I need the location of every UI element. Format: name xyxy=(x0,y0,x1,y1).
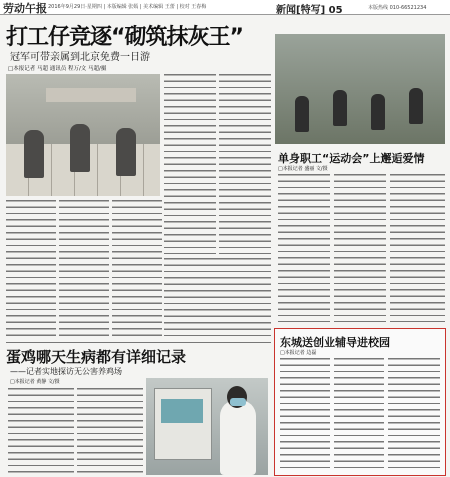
worker-figure xyxy=(220,400,256,475)
eggs-text-column xyxy=(8,388,74,474)
eggs-byline: □本报记者 黄静 文/摄 xyxy=(10,379,60,385)
eggs-subheadline: ——记者实地探访无公害养鸡场 xyxy=(10,367,122,376)
bricklaying-text-column xyxy=(219,74,271,254)
divider xyxy=(6,342,271,343)
eggs-text-column xyxy=(77,388,143,474)
eggs-photo xyxy=(146,378,268,475)
runner-figure xyxy=(371,94,385,130)
sports-text-column xyxy=(390,174,445,322)
bricklaying-byline: □本报记者 马超 通讯员 程万/文 马超/摄 xyxy=(8,66,107,72)
bricklaying-text-column xyxy=(164,258,271,338)
bricklaying-text-column xyxy=(164,74,216,254)
campus-headline: 东城送创业辅导进校园 xyxy=(280,336,390,349)
eggs-headline: 蛋鸡哪天生病都有详细记录 xyxy=(6,348,187,366)
masthead: 劳动午报 xyxy=(3,2,47,15)
sports-text-column xyxy=(334,174,386,322)
section-title: 新闻[特写] 05 xyxy=(276,5,343,16)
worker-figure xyxy=(70,124,90,172)
campus-byline: □本报记者 边磊 xyxy=(280,350,317,356)
runner-figure xyxy=(409,88,423,124)
campus-text-column xyxy=(280,358,330,470)
bricklaying-headline: 打工仔竞逐“砌筑抹灰王” xyxy=(6,25,243,50)
machine-shape xyxy=(154,388,212,460)
bricklaying-text-column xyxy=(112,200,162,338)
bricklaying-photo xyxy=(6,74,160,196)
worker-figure xyxy=(116,128,136,176)
runner-figure xyxy=(333,90,347,126)
worker-figure xyxy=(24,130,44,178)
banner-shape xyxy=(46,88,136,102)
bricklaying-text-column xyxy=(59,200,109,338)
bricklaying-text-column xyxy=(6,200,56,338)
campus-text-column xyxy=(334,358,384,470)
sports-byline: □本报记者 盛丽 文/摄 xyxy=(278,166,328,172)
section-info: 本版热线 010-66521234 xyxy=(368,5,427,11)
mask-shape xyxy=(230,398,246,406)
campus-text-column xyxy=(388,358,440,470)
page-header xyxy=(0,0,450,15)
machine-screen-shape xyxy=(161,399,203,423)
sports-photo xyxy=(275,34,445,144)
sports-text-column xyxy=(278,174,330,322)
date-info: 2016年9月29日·星期四 | 本版编辑 张嫣 | 美术编辑 王蕾 | 校对 王春梅 xyxy=(48,4,207,10)
runner-figure xyxy=(295,96,309,132)
bricklaying-subheadline: 冠军可带亲属到北京免费一日游 xyxy=(10,52,150,63)
sports-headline: 单身职工“运动会”上邂逅爱情 xyxy=(278,152,425,165)
